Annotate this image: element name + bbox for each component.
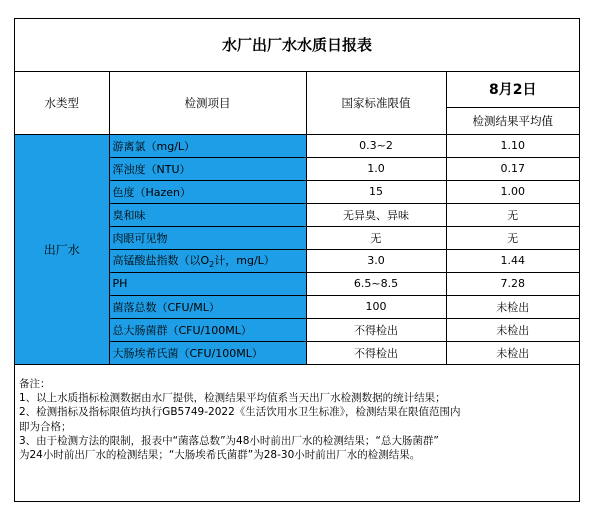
item-text: 高锰酸盐指数（以O bbox=[112, 253, 210, 267]
item-cell: 大肠埃希氏菌（CFU/100ML） bbox=[109, 341, 306, 364]
report-table bbox=[15, 19, 579, 365]
note-line: 3、由于检测方法的限制，报表中“菌落总数”为48小时前出厂水的检测结果；“总大肠菌群” bbox=[19, 434, 439, 447]
report-title: 水厂出厂水水质日报表 bbox=[15, 19, 579, 71]
standard-cell: 无异臭、异味 bbox=[306, 203, 446, 226]
header-result: 检测结果平均值 bbox=[446, 107, 579, 134]
standard-cell: 不得检出 bbox=[306, 341, 446, 364]
water-quality-report bbox=[14, 18, 580, 502]
standard-cell: 3.0 bbox=[306, 249, 446, 272]
header-item: 检测项目 bbox=[109, 71, 306, 134]
result-cell: 7.28 bbox=[446, 272, 579, 295]
item-cell: 臭和味 bbox=[109, 203, 306, 226]
result-cell: 无 bbox=[446, 203, 579, 226]
item-cell: 浑浊度（NTU） bbox=[109, 157, 306, 180]
item-cell: 肉眼可见物 bbox=[109, 226, 306, 249]
item-cell: 色度（Hazen） bbox=[109, 180, 306, 203]
standard-cell: 不得检出 bbox=[306, 318, 446, 341]
note-line: 2、检测指标及指标限值均执行GB5749-2022《生活饮用水卫生标准》，检测结果在限值范围内 bbox=[19, 406, 461, 419]
note-line: 即为合格； bbox=[19, 420, 72, 433]
note-line: 1、以上水质指标检测数据由水厂提供，检测结果平均值系当天出厂水检测数据的统计结果； bbox=[19, 392, 446, 405]
standard-cell: 无 bbox=[306, 226, 446, 249]
header-water-type: 水类型 bbox=[15, 71, 109, 134]
result-cell: 无 bbox=[446, 226, 579, 249]
result-cell: 1.44 bbox=[446, 249, 579, 272]
notes-section bbox=[19, 377, 575, 462]
result-cell: 0.17 bbox=[446, 157, 579, 180]
item-text: 计，mg/L） bbox=[214, 253, 275, 267]
result-cell: 未检出 bbox=[446, 295, 579, 318]
standard-cell: 1.0 bbox=[306, 157, 446, 180]
result-cell: 1.10 bbox=[446, 134, 579, 157]
header-standard: 国家标准限值 bbox=[306, 71, 446, 134]
item-cell: 菌落总数（CFU/ML） bbox=[109, 295, 306, 318]
standard-cell: 6.5~8.5 bbox=[306, 272, 446, 295]
header-date: 8月2日 bbox=[446, 71, 579, 107]
standard-cell: 15 bbox=[306, 180, 446, 203]
result-cell: 未检出 bbox=[446, 318, 579, 341]
item-cell: 总大肠菌群（CFU/100ML） bbox=[109, 318, 306, 341]
result-cell: 1.00 bbox=[446, 180, 579, 203]
standard-cell: 100 bbox=[306, 295, 446, 318]
notes-heading: 备注： bbox=[19, 378, 51, 390]
standard-cell: 0.3~2 bbox=[306, 134, 446, 157]
item-cell: PH bbox=[109, 272, 306, 295]
note-line: 为24小时前出厂水的检测结果；“大肠埃希氏菌群”为28-30小时前出厂水的检测结果。 bbox=[19, 449, 421, 462]
category-cell: 出厂水 bbox=[15, 134, 109, 364]
item-cell bbox=[109, 249, 306, 272]
item-cell: 游离氯（mg/L） bbox=[109, 134, 306, 157]
result-cell: 未检出 bbox=[446, 341, 579, 364]
item-subscript: 2 bbox=[209, 260, 215, 270]
